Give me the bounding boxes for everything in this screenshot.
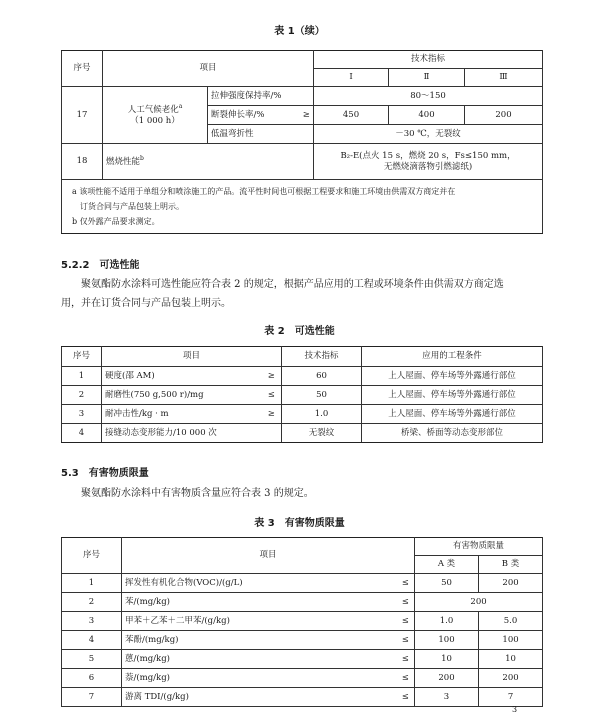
t3-cell-b: 10 bbox=[479, 650, 543, 669]
section-5-2-2-para-line1: 聚氨酯防水涂料可选性能应符合表 2 的规定，根据产品应用的工程或环境条件由供需双方商定选 bbox=[81, 279, 504, 290]
t3-cell-no: 7 bbox=[62, 688, 122, 707]
t3-cell-item: 挥发性有机化合物(VOC)/(g/L) bbox=[122, 574, 397, 593]
section-5-3-heading: 5.3 有害物质限量 bbox=[61, 468, 149, 479]
t2-row bbox=[62, 424, 543, 443]
t3-cell-op: ≤ bbox=[397, 669, 415, 688]
t2-cell-op: ≤ bbox=[262, 386, 282, 405]
t2-cell-value: 50 bbox=[282, 386, 362, 405]
t3-cell-no: 3 bbox=[62, 612, 122, 631]
t3-cell-a: 3 bbox=[415, 688, 479, 707]
t2-row bbox=[62, 386, 543, 405]
table3 bbox=[61, 537, 543, 707]
t3-cell-no: 4 bbox=[62, 631, 122, 650]
t2-cell-op: ≥ bbox=[262, 367, 282, 386]
t3-header-item: 项目 bbox=[122, 538, 415, 574]
t1-header-grade2: Ⅱ bbox=[389, 69, 465, 87]
t1-row17-sub2-v3: 200 bbox=[465, 106, 543, 125]
t1-header-spec: 技术指标 bbox=[314, 51, 543, 69]
t3-cell-op: ≤ bbox=[397, 650, 415, 669]
t2-header-item: 项目 bbox=[102, 347, 282, 367]
t1-row17-no: 17 bbox=[62, 87, 103, 144]
t3-row bbox=[62, 612, 543, 631]
t1-row17-item: 人工气候老化$^a$ （1 000 h） bbox=[103, 87, 208, 144]
t1-header-no: 序号 bbox=[62, 51, 103, 87]
t1-notes bbox=[62, 180, 543, 234]
t3-row bbox=[62, 574, 543, 593]
t3-row bbox=[62, 631, 543, 650]
t3-cell-b: 5.0 bbox=[479, 612, 543, 631]
table2 bbox=[61, 346, 543, 443]
t2-cell-value: 无裂纹 bbox=[282, 424, 362, 443]
t1-header-grade1: Ⅰ bbox=[314, 69, 389, 87]
t2-cell-item: 接缝动态变形能力/10 000 次 bbox=[102, 424, 262, 443]
t3-cell-no: 2 bbox=[62, 593, 122, 612]
t3-header-no: 序号 bbox=[62, 538, 122, 574]
t3-row bbox=[62, 688, 543, 707]
t2-cell-cond: 上人屋面、停车场等外露通行部位 bbox=[362, 386, 543, 405]
t3-cell-op: ≤ bbox=[397, 593, 415, 612]
t3-cell-a: 1.0 bbox=[415, 612, 479, 631]
t2-cell-item: 耐磨性(750 g,500 r)/mg bbox=[102, 386, 262, 405]
t3-cell-a: 50 bbox=[415, 574, 479, 593]
table2-title: 表 2 可选性能 bbox=[264, 326, 335, 337]
t2-cell-cond: 上人屋面、停车场等外露通行部位 bbox=[362, 405, 543, 424]
table3-title: 表 3 有害物质限量 bbox=[254, 518, 345, 529]
t2-cell-value: 1.0 bbox=[282, 405, 362, 424]
t3-cell-a: 100 bbox=[415, 631, 479, 650]
t3-cell-ab-merged: 200 bbox=[415, 593, 543, 612]
t3-cell-no: 6 bbox=[62, 669, 122, 688]
t2-cell-item: 硬度(邵 AM) bbox=[102, 367, 262, 386]
table1 bbox=[61, 50, 543, 234]
t1-row17-sub3-value: －30 ℃，无裂纹 bbox=[314, 125, 543, 144]
t2-cell-cond: 桥梁、桥面等动态变形部位 bbox=[362, 424, 543, 443]
t1-header-grade3: Ⅲ bbox=[465, 69, 543, 87]
t1-row18-no: 18 bbox=[62, 144, 103, 180]
t2-cell-no: 3 bbox=[62, 405, 102, 424]
t1-note-a-cont: 订货合同与产品包装上明示。 bbox=[80, 202, 184, 211]
t3-cell-op: ≤ bbox=[397, 688, 415, 707]
t2-cell-value: 60 bbox=[282, 367, 362, 386]
t3-cell-no: 5 bbox=[62, 650, 122, 669]
t2-cell-no: 4 bbox=[62, 424, 102, 443]
t2-cell-no: 2 bbox=[62, 386, 102, 405]
t3-cell-b: 7 bbox=[479, 688, 543, 707]
t2-header-cond: 应用的工程条件 bbox=[362, 347, 543, 367]
t1-row18-item: 燃烧性能$^b$ bbox=[103, 144, 314, 180]
t3-cell-item: 萘/(mg/kg) bbox=[122, 669, 397, 688]
section-5-3-para: 聚氨酯防水涂料中有害物质含量应符合表 3 的规定。 bbox=[81, 488, 314, 499]
t1-row17-sub2: 断裂伸长率/% bbox=[208, 106, 300, 125]
t3-cell-item: 游离 TDI/(g/kg) bbox=[122, 688, 397, 707]
page-number: 3 bbox=[512, 705, 518, 714]
t1-row17-sub2-op: ≥ bbox=[300, 106, 314, 125]
t2-cell-op bbox=[262, 424, 282, 443]
t3-cell-item: 苯/(mg/kg) bbox=[122, 593, 397, 612]
section-5-2-2-para-line2: 用，并在订货合同与产品包装上明示。 bbox=[61, 298, 231, 309]
t3-cell-b: 200 bbox=[479, 669, 543, 688]
t1-header-item: 项目 bbox=[103, 51, 314, 87]
t1-row18-value: B₂-E(点火 15 s，燃烧 20 s，Fs≤150 mm， 无燃烧滴落物引燃滤纸) bbox=[314, 144, 543, 180]
t3-cell-op: ≤ bbox=[397, 631, 415, 650]
t3-header-a: A 类 bbox=[415, 556, 479, 574]
section-5-2-2-heading: 5.2.2 可选性能 bbox=[61, 260, 140, 271]
t2-cell-op: ≥ bbox=[262, 405, 282, 424]
t3-header-b: B 类 bbox=[479, 556, 543, 574]
t3-row bbox=[62, 669, 543, 688]
t3-row bbox=[62, 593, 543, 612]
table1-title: 表 1（续） bbox=[274, 26, 325, 37]
t2-header-spec: 技术指标 bbox=[282, 347, 362, 367]
t3-cell-b: 200 bbox=[479, 574, 543, 593]
t2-cell-item: 耐冲击性/kg · m bbox=[102, 405, 262, 424]
t3-header-limit: 有害物质限量 bbox=[415, 538, 543, 556]
t1-note-b: b 仅外露产品要求测定。 bbox=[72, 217, 160, 226]
t2-cell-no: 1 bbox=[62, 367, 102, 386]
t3-cell-item: 苯酚/(mg/kg) bbox=[122, 631, 397, 650]
t3-cell-item: 甲苯＋乙苯＋二甲苯/(g/kg) bbox=[122, 612, 397, 631]
t3-cell-item: 蒽/(mg/kg) bbox=[122, 650, 397, 669]
t3-cell-op: ≤ bbox=[397, 574, 415, 593]
t2-cell-cond: 上人屋面、停车场等外露通行部位 bbox=[362, 367, 543, 386]
t3-cell-op: ≤ bbox=[397, 612, 415, 631]
t3-cell-a: 200 bbox=[415, 669, 479, 688]
t3-cell-b: 100 bbox=[479, 631, 543, 650]
t1-note-a: a 该项性能不适用于单组分和喷涂施工的产品。流平性时间也可根据工程要求和施工环境由供需双方商定并在 bbox=[72, 187, 456, 196]
t2-row bbox=[62, 405, 543, 424]
t1-row17-sub1: 拉伸强度保持率/% bbox=[208, 87, 314, 106]
t2-row bbox=[62, 367, 543, 386]
t3-cell-no: 1 bbox=[62, 574, 122, 593]
t3-cell-a: 10 bbox=[415, 650, 479, 669]
t1-row17-sub3: 低温弯折性 bbox=[208, 125, 314, 144]
t1-row17-sub2-v2: 400 bbox=[389, 106, 465, 125]
t1-row17-sub1-value: 80～150 bbox=[314, 87, 543, 106]
t1-row17-sub2-v1: 450 bbox=[314, 106, 389, 125]
t2-header-no: 序号 bbox=[62, 347, 102, 367]
t3-row bbox=[62, 650, 543, 669]
